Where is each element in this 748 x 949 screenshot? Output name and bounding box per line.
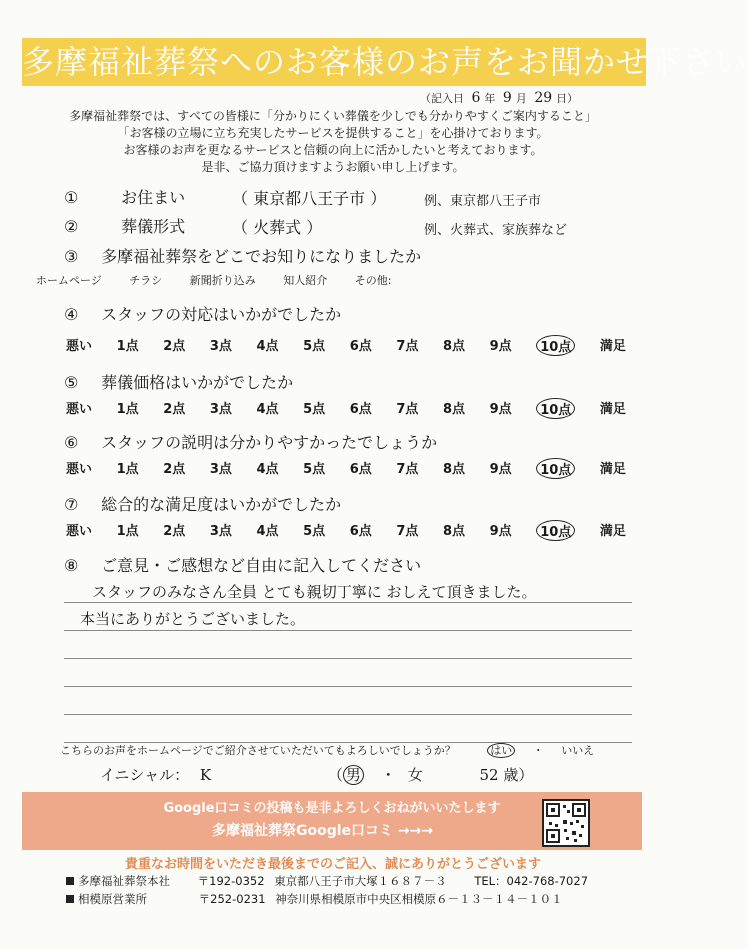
scale-point[interactable]: 2点 [163,524,186,539]
permission-separator: ・ [532,744,544,757]
respondent-info: イニシャル： K （ 男 ・ 女 52 歳） [100,766,534,784]
intro-text [0,108,666,176]
office-name: 多摩福祉葬祭本社 [78,874,170,888]
question-number: ③ [64,247,79,266]
scale-point[interactable]: 4点 [256,462,279,477]
comment-line [64,631,632,659]
office-name: 相模原営業所 [78,892,147,906]
scale-point[interactable]: 9点 [489,462,512,477]
comment-text-line-1: スタッフのみなさん全員 とても親切丁寧に おしえて頂きました。 [92,583,537,601]
date-day: 29 [534,90,553,106]
intro-line: 多摩福祉葬祭では、すべての皆様に「分かりにくい葬儀を少しでも分かりやすくご案内すること」 [69,109,597,123]
rating-scale-staff-explanation [66,458,626,479]
date-label: （記入日 [420,92,464,105]
residence-value: 東京都八王子市 [253,189,366,208]
initial-label: イニシャル： [100,766,190,784]
rating-scale-staff-response [66,335,626,356]
question-funeral-type [64,214,185,237]
question-label: 多摩福祉葬祭をどこでお知りになりましたか [101,247,422,266]
comment-text-line-2: 本当にありがとうございました。 [80,610,306,628]
date-month-unit: 月 [515,92,527,105]
entry-date [420,90,578,106]
initial-value[interactable]: K [199,766,212,784]
scale-point[interactable]: 4点 [256,402,279,417]
scale-point[interactable]: 5点 [303,524,326,539]
intro-line: 「お客様の立場に立ち充実したサービスを提供すること」を心掛けております。 [117,126,549,140]
scale-point-selected[interactable]: 10点 [536,520,575,541]
page-title: 多摩福祉葬祭へのお客様のお声をお聞かせ下さい [22,38,646,86]
scale-point[interactable]: 8点 [442,339,466,354]
permission-no[interactable]: いいえ [561,744,595,757]
scale-point[interactable]: 7点 [396,402,419,417]
scale-point-selected[interactable]: 10点 [536,398,575,419]
gender-female[interactable]: 女 [407,766,423,784]
question-residence [64,185,185,208]
scale-point[interactable]: 8点 [442,524,466,539]
intro-line: お客様のお声を更なるサービスと信頼の向上に活かしたいと考えております。 [123,143,543,157]
scale-point[interactable]: 5点 [303,402,326,417]
google-review-banner[interactable] [22,792,642,850]
scale-point[interactable]: 8点 [442,402,466,417]
question-source [64,244,421,267]
office-address: 神奈川県相模原市中央区相模原６－１３－１４－１０１ [275,892,563,906]
comment-line [64,659,632,687]
bullet-square-icon [66,877,74,885]
option-referral[interactable]: 知人紹介 [283,274,328,287]
scale-point[interactable]: 6点 [349,402,372,417]
scale-point[interactable]: 4点 [256,339,279,354]
question-number: ⑦ [64,495,79,514]
scale-point[interactable]: 1点 [116,339,139,354]
question-number: ① [64,188,79,207]
google-review-request: Google口コミの投稿も是非よろしくおねがいいたします [163,801,501,816]
scale-bad: 悪い [66,524,93,539]
scale-bad: 悪い [66,339,93,354]
scale-point-selected[interactable]: 10点 [536,458,575,479]
office-address: 東京都八王子市大塚１６８７－３ [274,874,447,888]
scale-point[interactable]: 1点 [116,402,139,417]
office-headquarters [66,873,588,889]
scale-point[interactable]: 7点 [396,524,419,539]
scale-point[interactable]: 1点 [116,524,139,539]
office-sagamihara [66,891,563,907]
question-label: スタッフの対応はいかがでしたか [101,305,342,324]
scale-point[interactable]: 4点 [256,524,279,539]
scale-point[interactable]: 9点 [489,339,512,354]
scale-satisfied: 満足 [599,339,626,354]
question-staff-explanation [64,430,437,453]
scale-satisfied: 満足 [599,462,626,477]
question-comments [64,553,421,576]
rating-scale-overall [66,520,626,541]
question-number: ④ [64,305,79,324]
scale-point[interactable]: 9点 [489,402,512,417]
scale-bad: 悪い [66,462,93,477]
question-price [64,370,293,393]
scale-bad: 悪い [66,402,93,417]
office-postal: 〒192-0352 [197,874,265,888]
source-options [36,272,416,288]
scale-point[interactable]: 6点 [349,524,372,539]
scale-point[interactable]: 1点 [116,462,139,477]
funeral-type-value: 火葬式 [253,218,302,237]
question-label: お住まい [121,188,186,207]
residence-example: 例、東京都八王子市 [424,194,542,209]
comment-line [64,715,632,743]
funeral-type-answer[interactable]: （ 火葬式 ） [232,218,323,237]
scale-point[interactable]: 3点 [209,339,232,354]
funeral-type-example: 例、火葬式、家族葬など [424,223,568,238]
question-label: スタッフの説明は分かりやすかったでしょうか [101,433,438,452]
scale-point[interactable]: 6点 [349,339,372,354]
scale-point[interactable]: 3点 [209,524,232,539]
age-value[interactable]: 52 [479,766,499,784]
office-tel: TEL：042-768-7027 [474,874,589,888]
date-day-unit: 日） [556,92,579,105]
scale-point-selected[interactable]: 10点 [536,335,575,356]
question-label: 葬儀形式 [121,217,186,236]
scale-satisfied: 満足 [599,524,626,539]
scale-point[interactable]: 3点 [209,462,232,477]
option-homepage[interactable]: ホームページ [36,274,102,287]
question-number: ② [64,217,79,236]
scale-point[interactable]: 7点 [396,462,419,477]
question-label: ご意見・ご感想など自由に記入してください [101,556,422,575]
gender-male[interactable]: 男 [343,765,364,785]
scale-point[interactable]: 2点 [163,339,186,354]
scale-point[interactable]: 6点 [349,462,372,477]
scale-point[interactable]: 8点 [442,462,466,477]
question-number: ⑤ [64,373,79,392]
comment-line [64,687,632,715]
option-other[interactable]: その他: [354,274,392,287]
qr-code-icon[interactable] [542,799,590,847]
qr-code-graphic [544,801,588,845]
homepage-permission [60,742,594,758]
question-label: 総合的な満足度はいかがでしたか [101,495,342,514]
permission-yes[interactable]: はい [487,743,515,758]
scale-point[interactable]: 9点 [489,524,512,539]
rating-scale-price [66,398,626,419]
question-staff-response [64,302,341,325]
date-year: 6 [471,90,481,106]
scale-point[interactable]: 5点 [303,339,326,354]
permission-question: こちらのお声をホームページでご紹介させていただいてもよろしいでしょうか？ [60,744,456,757]
question-number: ⑥ [64,433,79,452]
bullet-square-icon [66,895,74,903]
thank-you-message: 貴重なお時間をいただき最後までのご記入、誠にありがとうございます [124,857,541,872]
option-flyer[interactable]: チラシ [129,274,163,287]
question-number: ⑧ [64,556,79,575]
scale-point[interactable]: 2点 [163,462,186,477]
residence-answer[interactable]: （ 東京都八王子市 ） [232,189,387,208]
scale-point[interactable]: 3点 [209,402,232,417]
scale-satisfied: 満足 [599,402,626,417]
office-postal: 〒252-0231 [198,892,266,906]
question-overall [64,492,341,515]
google-review-link[interactable]: 多摩福祉葬祭Google口コミ →→→ [212,823,434,839]
question-label: 葬儀価格はいかがでしたか [101,373,294,392]
age-unit: 歳 [503,766,519,784]
scale-point[interactable]: 7点 [396,339,419,354]
intro-line: 是非、ご協力頂けますようお願い申し上げます。 [201,160,465,174]
option-newspaper-insert[interactable]: 新聞折り込み [189,274,256,287]
date-year-unit: 年 [484,92,496,105]
scale-point[interactable]: 5点 [303,462,326,477]
date-month: 9 [502,90,512,106]
scale-point[interactable]: 2点 [163,402,186,417]
